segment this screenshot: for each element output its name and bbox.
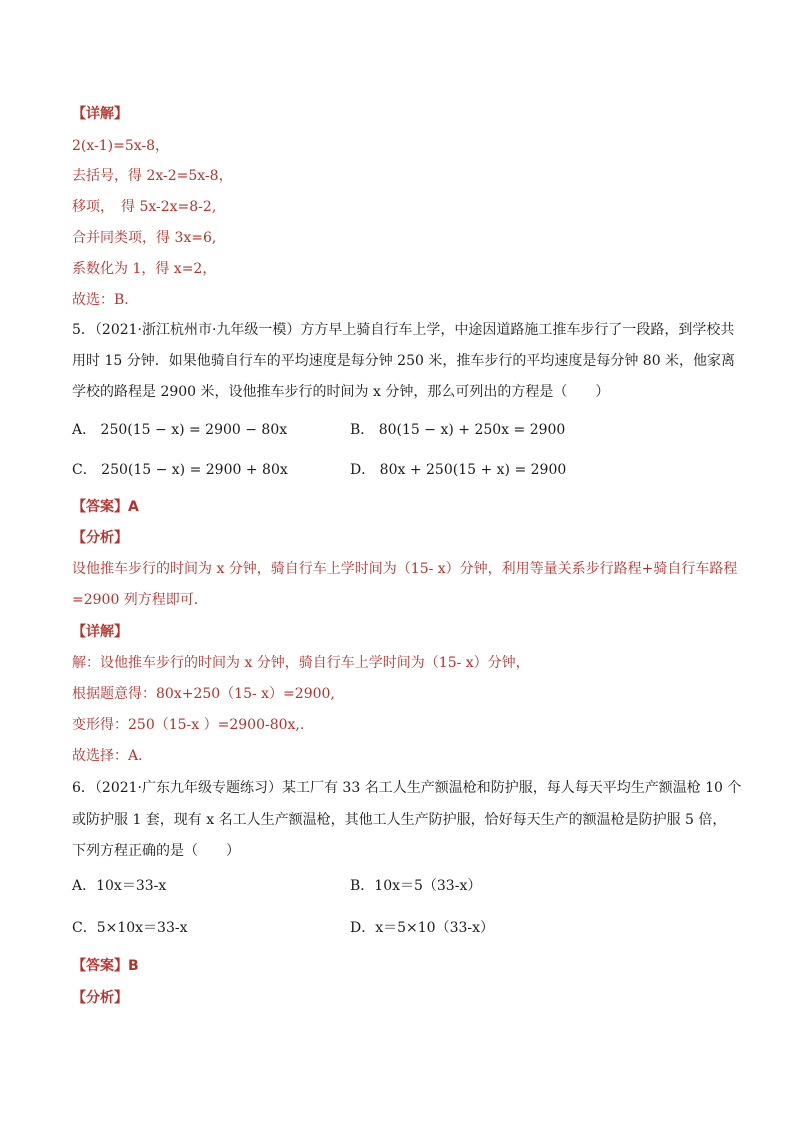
question-6-stem: 或防护服 1 套，现有 x 名工人生产额温枪，其他工人生产防护服，恰好每天生产的额温枪是防护服 5 倍， — [72, 812, 727, 828]
question-5-stem: 用时 15 分钟．如果他骑自行车的平均速度是每分钟 250 米，推车步行的平均速度是每分钟 80 米，他家离 — [72, 353, 736, 369]
question-6-stem: 6．（2021·广东九年级专题练习）某工厂有 33 名工人生产额温枪和防护服，每人每天平均生产额温枪 10 个 — [72, 780, 742, 796]
solution-line: 移项， 得 5x-2x=8-2, — [72, 199, 217, 215]
analysis-tag-5: 【分析】 — [72, 530, 128, 546]
detail-heading-5: 【详解】 — [72, 624, 128, 640]
answer-tag-5: 【答案】A — [72, 499, 139, 515]
option-c: C． 250(15 − x) = 2900 + 80x — [72, 462, 288, 478]
detail-line: 解：设他推车步行的时间为 x 分钟，骑自行车上学时间为（15- x）分钟， — [72, 655, 530, 671]
option-a: A．10x＝33-x — [72, 878, 167, 894]
solution-line: 系数化为 1，得 x=2， — [72, 261, 217, 277]
analysis-line: 设他推车步行的时间为 x 分钟，骑自行车上学时间为（15- x）分钟，利用等量关系步行路程+骑自行车路程 — [72, 561, 738, 577]
detail-line: 变形得：250（15-x ）=2900-80x,. — [72, 717, 305, 733]
solution-line: 2(x-1)=5x-8， — [72, 138, 170, 154]
question-5-stem: 学校的路程是 2900 米，设他推车步行的时间为 x 分钟，那么可列出的方程是（ ） — [72, 384, 610, 400]
analysis-tag-6: 【分析】 — [72, 990, 128, 1006]
solution-line: 故选：B． — [72, 292, 139, 308]
option-d: D．x＝5×10（33-x） — [350, 920, 495, 936]
solution-line: 合并同类项，得 3x=6, — [72, 230, 217, 246]
solution-line: 去括号，得 2x-2=5x-8， — [72, 168, 233, 184]
option-b: B． 80(15 − x) + 250x = 2900 — [350, 422, 566, 438]
option-d: D． 80x + 250(15 + x) = 2900 — [350, 462, 567, 478]
answer-tag-6: 【答案】B — [72, 958, 139, 974]
question-5-stem: 5．（2021·浙江杭州市·九年级一模）方方早上骑自行车上学，中途因道路施工推车步行了一段路，到学校共 — [72, 322, 735, 338]
analysis-line: =2900 列方程即可． — [72, 592, 208, 608]
detail-line: 根据题意得：80x+250（15- x）=2900, — [72, 686, 335, 702]
option-a: A． 250(15 − x) = 2900 − 80x — [72, 422, 288, 438]
detail-line: 故选择：A． — [72, 748, 153, 764]
question-6-stem: 下列方程正确的是（ ） — [72, 843, 240, 859]
option-c: C．5×10x＝33-x — [72, 920, 188, 936]
option-b: B．10x＝5（33-x） — [350, 878, 482, 894]
detail-heading-1: 【详解】 — [72, 106, 128, 122]
